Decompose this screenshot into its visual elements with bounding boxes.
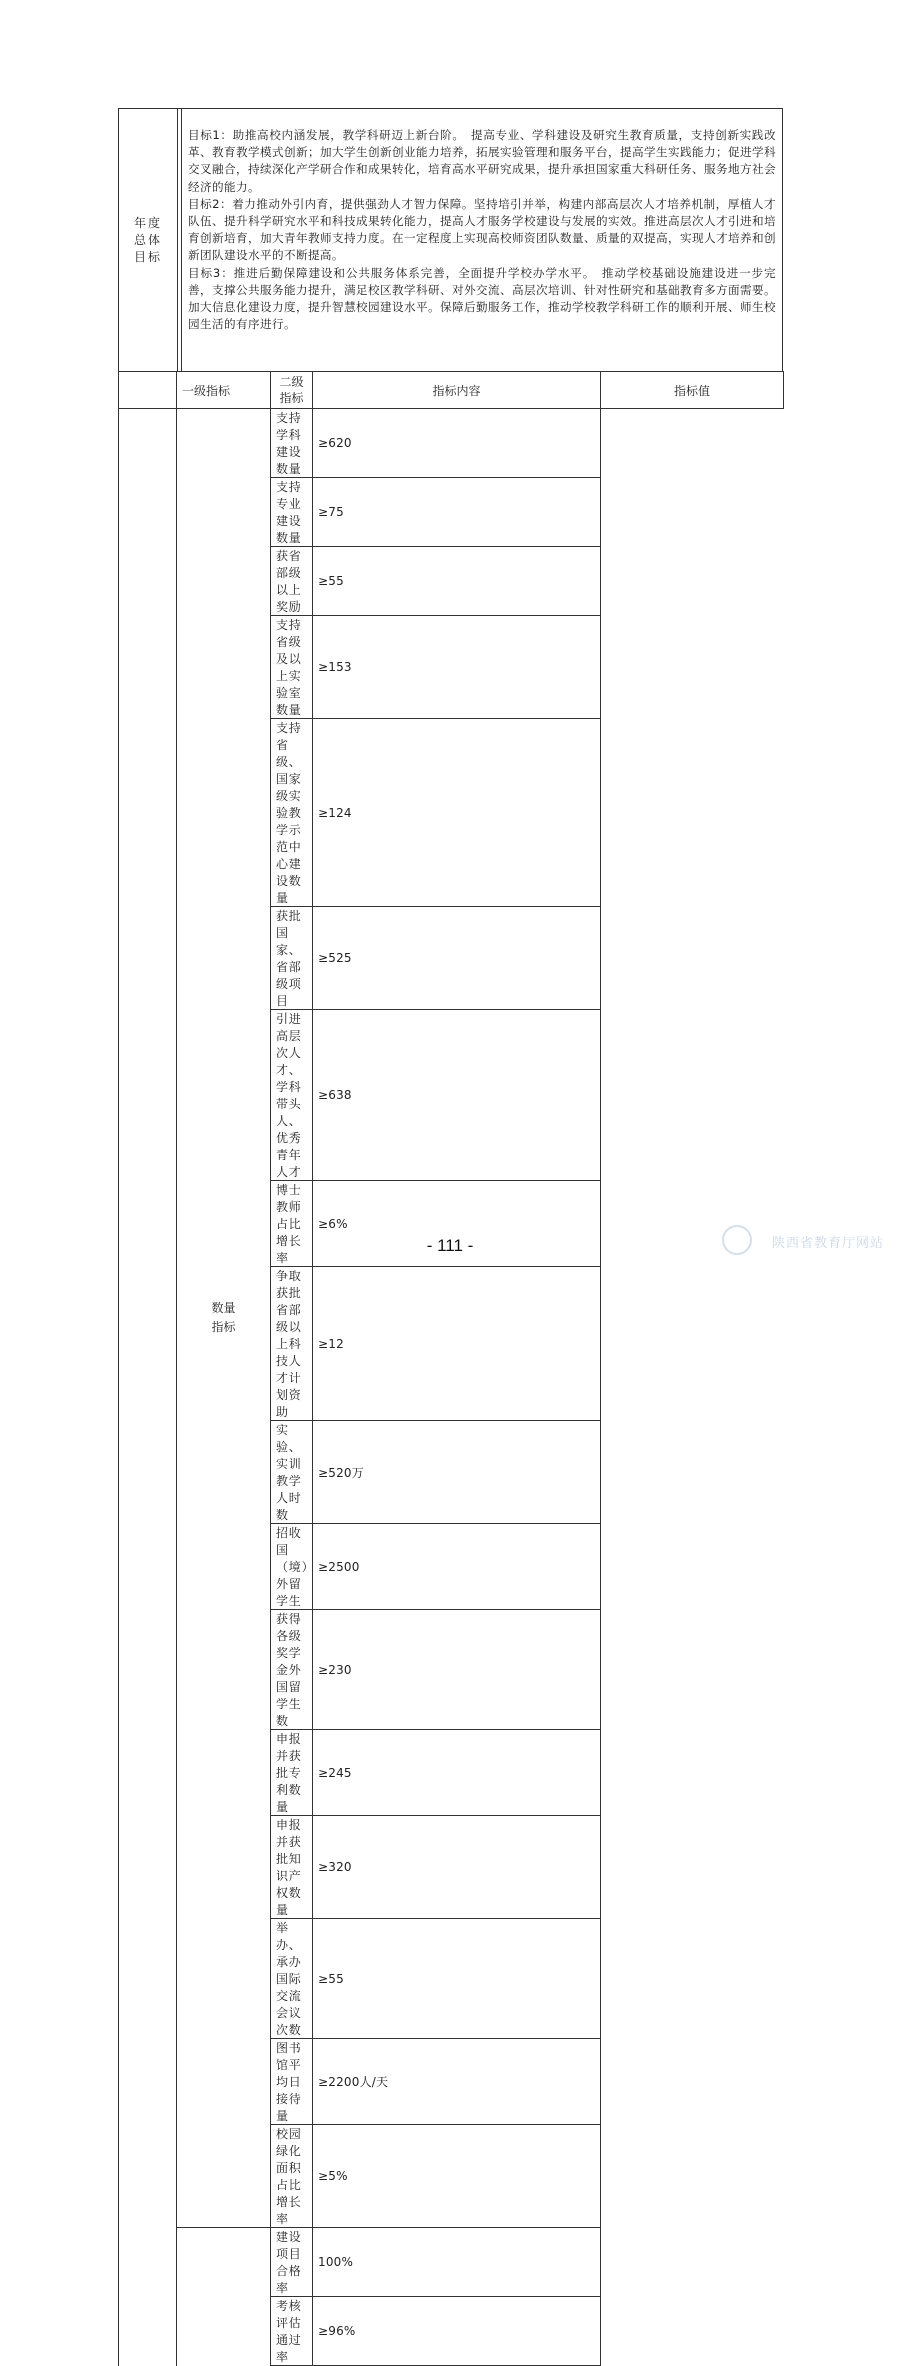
level1-cell	[119, 409, 177, 2366]
table-row	[119, 409, 784, 478]
indicator-value: ≥230	[313, 1610, 601, 1730]
header-level1: 一级指标	[177, 372, 271, 409]
indicator-value: ≥5%	[313, 2125, 601, 2228]
indicator-value: ≥638	[313, 1010, 601, 1181]
indicator-value: ≥6%	[313, 1181, 601, 1267]
blank-label-cell	[119, 372, 177, 409]
indicator-name: 引进高层次人才、学科带头人、优秀青年人才	[271, 1010, 313, 1181]
header-level2: 二级指标	[271, 372, 313, 409]
indicator-name: 招收国（境）外留学生	[271, 1524, 313, 1610]
annual-goals-label-cell	[119, 109, 178, 372]
annual-goals-label: 年度总体目标	[134, 215, 163, 264]
indicator-name: 实验、实训教学人时数	[271, 1421, 313, 1524]
table-row	[119, 2228, 784, 2297]
page-number: - 111 -	[426, 1236, 474, 1255]
indicator-value: ≥2200人/天	[313, 2039, 601, 2125]
quantity-indicator-label: 数量指标	[211, 1301, 236, 1334]
watermark-emblem-icon	[722, 1225, 752, 1255]
indicator-value: ≥2500	[313, 1524, 601, 1610]
indicator-value: ≥320	[313, 1816, 601, 1919]
indicator-name: 获省部级以上奖励	[271, 547, 313, 616]
indicator-value: ≥124	[313, 719, 601, 907]
annual-goals-text-cell	[178, 109, 783, 372]
indicator-value: 100%	[313, 2228, 601, 2297]
indicator-name: 支持省级及以上实验室数量	[271, 616, 313, 719]
indicator-name: 申报并获批专利数量	[271, 1730, 313, 1816]
goal-1-text: 目标1：助推高校内涵发展，教学科研迈上新台阶。 提高专业、学科建设及研究生教育质量，支持创新实践改革、教育教学模式创新；加大学生创新创业能力培养，拓展实验管理和服务平台，提高学生实践能力；促进学科交叉融合，持续深化产学研合作和成果转化，培育高水平研究成果，提升承担国家重大科研任务、服务地方社会经济的能力。	[188, 128, 776, 194]
indicator-name: 建设项目合格率	[271, 2228, 313, 2297]
indicator-name: 获得各级奖学金外国留学生数	[271, 1610, 313, 1730]
indicator-name: 获批国家、省部级项目	[271, 907, 313, 1010]
annual-goals-table	[118, 108, 783, 372]
watermark-text: 陕西省教育厅网站	[771, 1236, 884, 1251]
quality-indicator-label-cell	[177, 2228, 271, 2366]
indicator-name: 博士教师占比增长率	[271, 1181, 313, 1267]
indicator-name: 支持省级、国家级实验教学示范中心建设数量	[271, 719, 313, 907]
indicator-value: ≥12	[313, 1267, 601, 1421]
goal-3-text: 目标3：推进后勤保障建设和公共服务体系完善，全面提升学校办学水平。 推动学校基础设施建设进一步完善，支撑公共服务能力提升，满足校区教学科研、对外交流、高层次培训、针对性研究和基础教育多方面需要。加大信息化建设力度，提升智慧校园建设水平。保障后勤服务工作，推动学校教学科研工作的顺利开展、师生校园生活的有序进行。	[188, 265, 776, 332]
indicator-name: 争取获批省部级以上科技人才计划资助	[271, 1267, 313, 1421]
indicator-value: ≥96%	[313, 2297, 601, 2366]
performance-indicator-table	[118, 371, 784, 2366]
indicator-name: 考核评估通过率	[271, 2297, 313, 2366]
header-value: 指标值	[601, 372, 784, 409]
goal-2-text: 目标2：着力推动外引内育，提供强劲人才智力保障。坚持培引并举，构建内部高层次人才培养机制，厚植人才队伍、提升科学研究水平和科技成果转化能力，提高人才服务学校建设与发展的实效。推进高层次人才引进和培育创新培育，加大青年教师支持力度。在一定程度上实现高校师资团队数量、质量的双提高，实现人才培养和创新团队建设水平的不断提高。	[188, 196, 776, 263]
indicator-value: ≥55	[313, 547, 601, 616]
indicator-name: 图书馆平均日接待量	[271, 2039, 313, 2125]
indicator-name: 支持专业建设数量	[271, 478, 313, 547]
indicator-value: ≥520万	[313, 1421, 601, 1524]
indicator-value: ≥55	[313, 1919, 601, 2039]
table-header-row	[119, 372, 784, 409]
indicator-value: ≥525	[313, 907, 601, 1010]
indicator-name: 举办、承办国际交流会议次数	[271, 1919, 313, 2039]
indicator-name: 支持学科建设数量	[271, 409, 313, 478]
quantity-rows	[119, 409, 784, 2366]
indicator-value: ≥620	[313, 409, 601, 478]
indicator-value: ≥75	[313, 478, 601, 547]
indicator-value: ≥153	[313, 616, 601, 719]
header-content: 指标内容	[313, 372, 601, 409]
indicator-value: ≥245	[313, 1730, 601, 1816]
indicator-name: 申报并获批知识产权数量	[271, 1816, 313, 1919]
quantity-indicator-label-cell	[177, 409, 271, 2228]
indicator-name: 校园绿化面积占比增长率	[271, 2125, 313, 2228]
